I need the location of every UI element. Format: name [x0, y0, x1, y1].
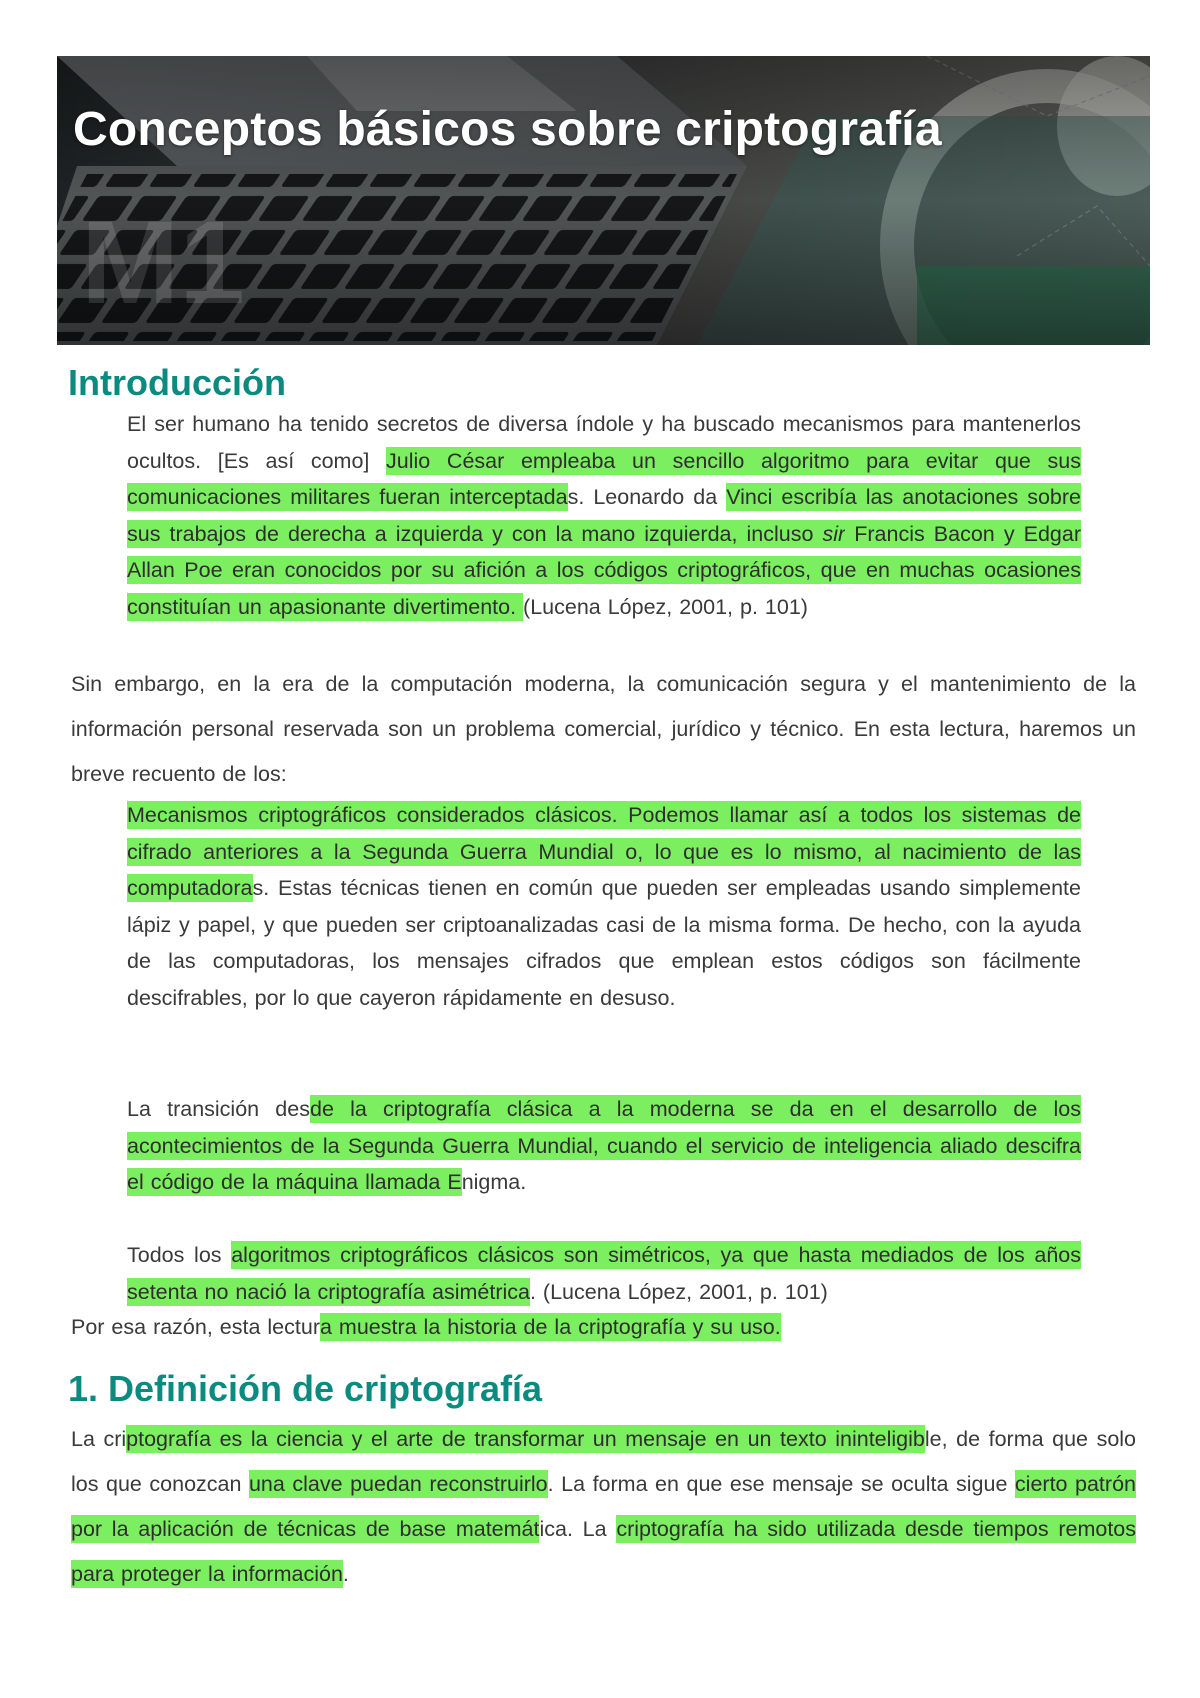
- module-number: M1: [81, 197, 245, 329]
- highlighted-text: Francis Bacon y Edgar Allan Poe eran conocidos por su afición a los códigos criptográficos, que en muchas ocasiones constituían un apasionante divertimento.: [127, 521, 1081, 619]
- intro-body-2: [71, 1305, 1136, 1350]
- intro-heading: Introducción: [68, 362, 286, 403]
- text-run: s. Estas técnicas tienen en común que pueden ser empleadas usando simplemente lápiz y papel, y que pueden ser criptoanalizadas casi de la misma forma. De hecho, con la ayuda de las computadoras, los mensajes cifrados que emplean estos códigos son fácilmente descifrables, por lo que cayeron rápidamente en desuso.: [127, 876, 1081, 1010]
- intro-body-1: [71, 662, 1136, 797]
- highlighted-text: Mecanismos criptográficos considerados clásicos. Podemos llamar así a todos los sistemas de cifrado anteriores a la Segunda Guerra Mundial o, lo que es lo mismo, al nacimiento de las computadora: [127, 803, 1081, 901]
- section-1-heading: 1. Definición de criptografía: [68, 1368, 543, 1409]
- highlighted-text: cierto patrón por la aplicación de técnicas de base matemát: [71, 1472, 1136, 1541]
- header-banner: [57, 56, 1150, 345]
- section-1-body: [71, 1417, 1136, 1597]
- highlighted-text: de la criptografía clásica a la moderna se da en el desarrollo de los acontecimientos de la Segunda Guerra Mundial, cuando el servicio de inteligencia aliado descifra el código de la máquina llamada E: [127, 1097, 1081, 1195]
- highlighted-text: ptografía es la ciencia y el arte de transformar un mensaje en un texto ininteligib: [126, 1427, 925, 1451]
- text-run: nigma.: [461, 1170, 527, 1195]
- text-run: ica. La: [539, 1517, 617, 1541]
- intro-quote-2: [127, 797, 1081, 1017]
- text-run: Todos los: [127, 1243, 232, 1267]
- text-run: . La forma en que ese mensaje se oculta sigue: [547, 1472, 1015, 1496]
- text-run: Sin embargo, en la era de la computación moderna, la comunicación segura y el mantenimiento de la información personal reservada son un problema comercial, jurídico y técnico. En esta lectura, haremos un breve recuento de los:: [71, 672, 1136, 786]
- text-run: La cri: [71, 1427, 127, 1451]
- highlighted-text: [823, 520, 846, 548]
- text-run: (Lucena López, 2001, p. 101): [523, 594, 808, 619]
- text-run: El ser humano ha tenido secretos de diversa índole y ha buscado mecanismos para mantenerlos ocultos. [Es así como]: [127, 412, 1081, 473]
- highlighted-text: Vinci escribía las anotaciones sobre sus trabajos de derecha a izquierda y con la mano izquierda, incluso: [127, 485, 1082, 546]
- intro-quote-3: [127, 1091, 1081, 1201]
- text-run: le, de forma que solo los que conozcan: [71, 1427, 1137, 1496]
- emphasis-text: sir: [822, 521, 846, 546]
- intro-quote-4: [127, 1237, 1081, 1310]
- text-run: s. Leonardo da: [567, 485, 727, 510]
- highlighted-text: Julio César empleaba un sencillo algoritmo para evitar que sus comunicaciones militares fueran interceptada: [127, 448, 1081, 510]
- text-run: La transición des: [127, 1097, 310, 1121]
- text-run: Por esa razón, esta lectur: [71, 1315, 320, 1339]
- text-run: .: [342, 1562, 349, 1586]
- intro-quote-1: [127, 406, 1081, 626]
- highlighted-text: algoritmos criptográficos clásicos son simétricos, ya que hasta mediados de los años setenta no nació la criptografía asimétrica: [127, 1243, 1081, 1304]
- highlighted-text: criptografía ha sido utilizada desde tiempos remotos para proteger la información: [71, 1517, 1136, 1586]
- highlighted-text: a muestra la historia de la criptografía y su uso.: [319, 1315, 781, 1339]
- highlighted-text: una clave puedan reconstruirlo: [248, 1472, 548, 1496]
- text-run: . (Lucena López, 2001, p. 101): [529, 1279, 828, 1304]
- page-title: Conceptos básicos sobre criptografía: [73, 103, 942, 156]
